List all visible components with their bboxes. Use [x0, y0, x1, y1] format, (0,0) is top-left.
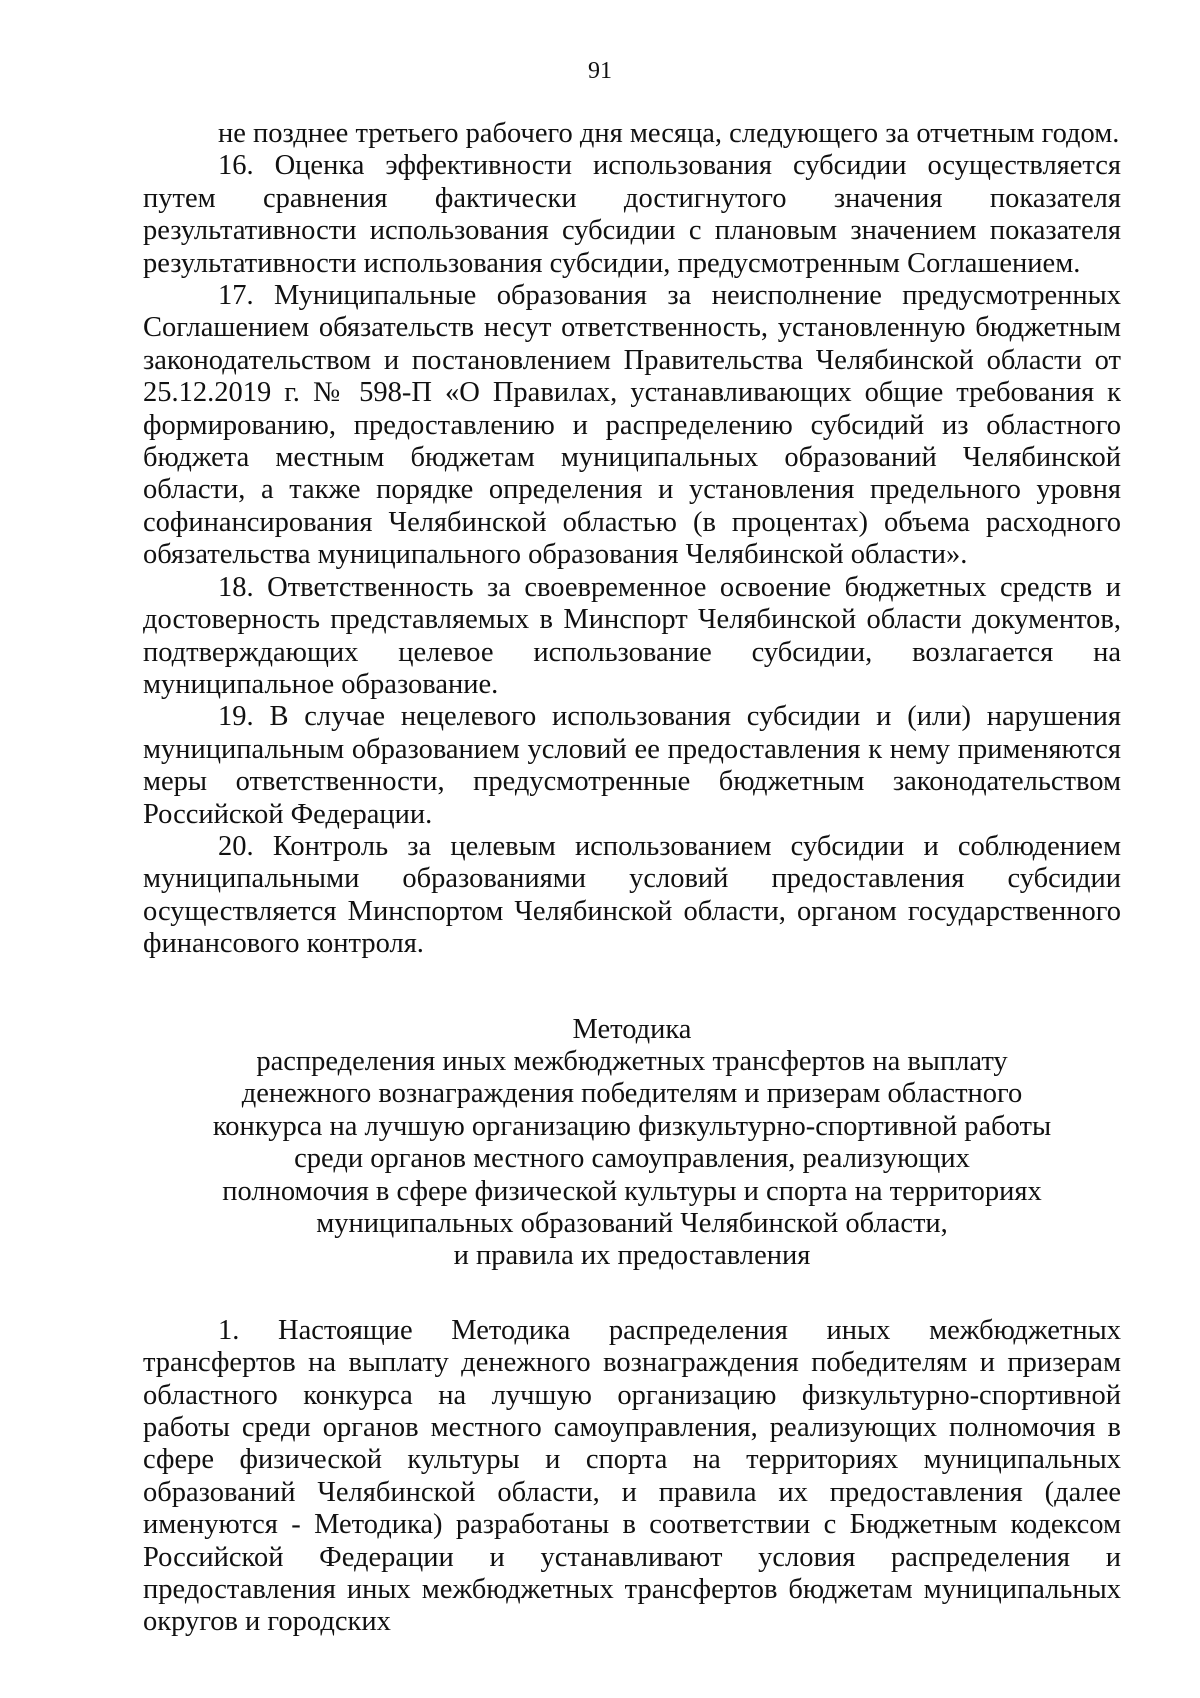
- paragraph-18: 18. Ответственность за своевременное освоение бюджетных средств и достоверность представляемых в Минспорт Челябинской области документов, подтверждающих целевое использование субсидии, возлагается на муниципальное образование.: [143, 571, 1121, 700]
- methodology-title-line: полномочия в сфере физической культуры и спорта на территориях: [222, 1175, 1042, 1207]
- methodology-heading: Методика: [572, 1013, 692, 1045]
- methodology-title-line: среди органов местного самоуправления, реализующих: [294, 1143, 970, 1175]
- methodology-title-line: денежного вознаграждения победителям и призерам областного: [241, 1078, 1023, 1110]
- methodology-paragraph-1: 1. Настоящие Методика распределения иных межбюджетных трансфертов на выплату денежного вознаграждения победителям и призерам областного конкурса на лучшую организацию физкультурно-спортивной работы среди органов местного самоуправления, реализующих полномочия в сфере физической культуры и спорта на территориях муниципальных образований Челябинской области, и правила их предоставления (далее именуются - Методика) разработаны в соответствии с Бюджетным кодексом Российской Федерации и устанавливают условия распределения и предоставления иных межбюджетных трансфертов бюджетам муниципальных округов и городских: [143, 1314, 1121, 1638]
- paragraph-16: 16. Оценка эффективности использования субсидии осуществляется путем сравнения фактически достигнутого значения показателя результативности использования субсидии с плановым значением показателя результативности использования субсидии, предусмотренным Соглашением.: [143, 150, 1121, 279]
- methodology-title-line: муниципальных образований Челябинской области,: [316, 1208, 948, 1239]
- paragraph-17: 17. Муниципальные образования за неисполнение предусмотренных Соглашением обязательств несут ответственность, установленную бюджетным законодательством и постановлением Правительства Челябинской области от 25.12.2019 г. № 598-П «О Правилах, устанавливающих общие требования к формированию, предоставлению и распределению субсидий из областного бюджета местным бюджетам муниципальных образований Челябинской области, а также порядке определения и установления предельного уровня софинансирования Челябинской областью (в процентах) объема расходного обязательства муниципального образования Челябинской области».: [143, 280, 1121, 571]
- paragraph-continuation: не позднее третьего рабочего дня месяца, следующего за отчетным годом.: [218, 118, 1120, 149]
- paragraph-19: 19. В случае нецелевого использования субсидии и (или) нарушения муниципальным образованием условий ее предоставления к нему применяются меры ответственности, предусмотренные бюджетным законодательством Российской Федерации.: [143, 701, 1121, 830]
- page-number: 91: [588, 58, 612, 84]
- methodology-title-line: распределения иных межбюджетных трансфертов на выплату: [256, 1045, 1008, 1077]
- paragraph-20: 20. Контроль за целевым использованием субсидии и соблюдением муниципальными образованиями условий предоставления субсидии осуществляется Минспортом Челябинской области, органом государственного финансового контроля.: [143, 830, 1121, 960]
- methodology-title-line: конкурса на лучшую организацию физкультурно-спортивной работы: [212, 1110, 1052, 1142]
- document-body: [143, 118, 1121, 1639]
- methodology-title: [143, 1014, 1121, 1273]
- methodology-title-line: и правила их предоставления: [453, 1240, 811, 1272]
